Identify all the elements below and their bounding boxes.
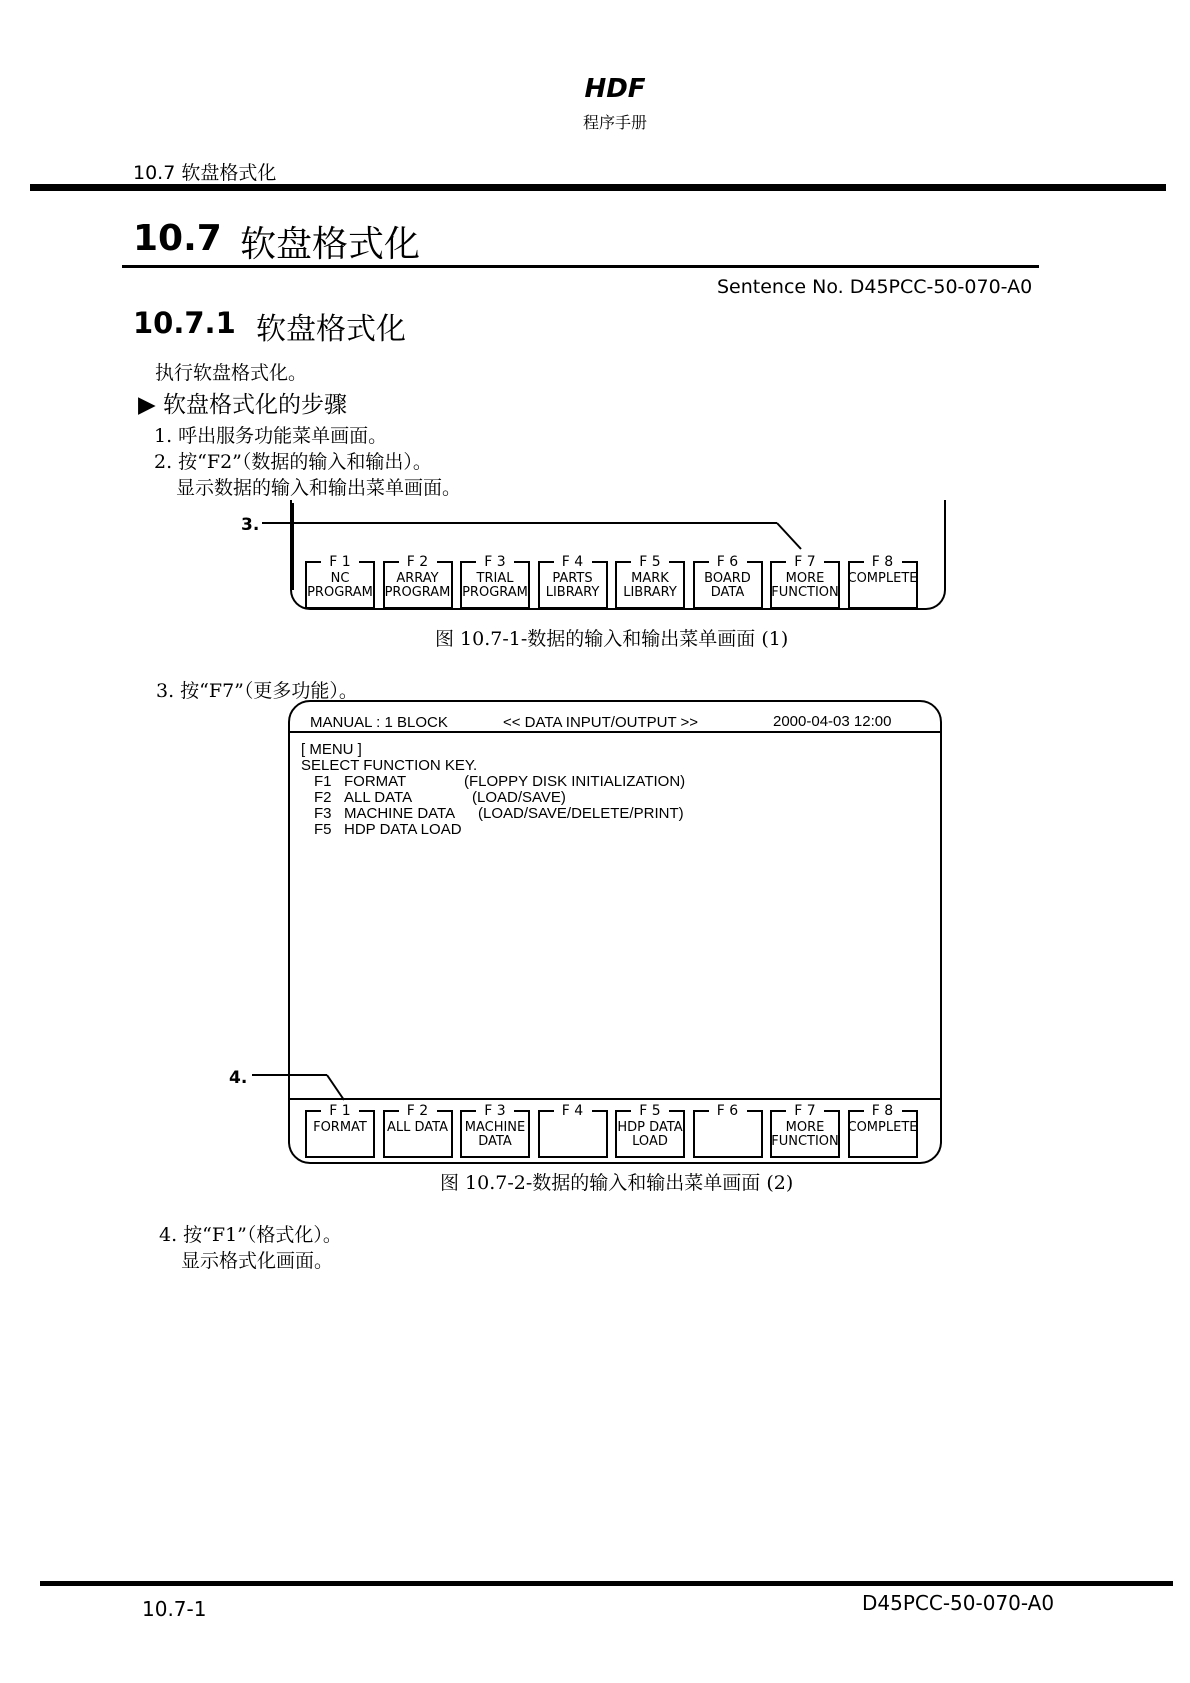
function-key-f7[interactable] (770, 1103, 840, 1158)
menu-item (314, 773, 685, 790)
function-key-label: TRIAL PROGRAM (462, 571, 528, 600)
keybar-divider (290, 1098, 940, 1100)
status-title: << DATA INPUT/OUTPUT >> (503, 714, 699, 731)
function-key-f2[interactable] (383, 1103, 453, 1158)
function-key-f1[interactable] (305, 554, 375, 609)
brand-logo: HDF (584, 74, 646, 104)
menu-item (314, 805, 684, 822)
function-key-number: F 6 (716, 554, 739, 570)
running-head: 10.7 软盘格式化 (133, 162, 277, 184)
section-number: 10.7 (133, 218, 222, 259)
function-key-number: F 2 (406, 554, 429, 570)
menu-item-key: F1 (314, 773, 332, 790)
menu-item-name: MACHINE DATA (344, 805, 456, 822)
figure2-callout: 4. (229, 1068, 248, 1088)
menu-item (314, 821, 464, 838)
step-4-note: 显示格式化画面。 (181, 1250, 334, 1272)
subsection-title: 软盘格式化 (256, 312, 406, 347)
menu-item-name: FORMAT (344, 773, 407, 790)
function-key-number: F 6 (716, 1103, 739, 1119)
menu-item-key: F5 (314, 821, 332, 838)
function-key-f2[interactable] (383, 554, 453, 609)
function-key-f8[interactable] (847, 1103, 918, 1158)
menu-item-description: (LOAD/SAVE/DELETE/PRINT) (478, 805, 684, 822)
function-key-f1[interactable] (305, 1103, 375, 1158)
function-key-number: F 8 (871, 554, 894, 570)
menu-item-key: F3 (314, 805, 332, 822)
footer-rule (40, 1581, 1173, 1586)
function-key-number: F 5 (639, 1103, 661, 1119)
menu-item-name: HDP DATA LOAD (344, 821, 462, 838)
intro-text: 执行软盘格式化。 (155, 362, 308, 384)
function-key-number: F 7 (794, 1103, 816, 1119)
menu-item-description: (LOAD/SAVE) (472, 789, 566, 806)
function-key-number: F 5 (639, 554, 661, 570)
function-key-f6[interactable] (693, 1103, 763, 1158)
function-key-label: COMPLETE (847, 571, 918, 586)
function-key-f8[interactable] (847, 554, 918, 609)
status-mode: MANUAL : 1 BLOCK (310, 714, 448, 731)
function-key-label: ALL DATA (386, 1120, 448, 1135)
page-number: 10.7-1 (142, 1597, 207, 1621)
function-key-number: F 3 (484, 1103, 506, 1119)
function-key-label: MACHINE DATA (464, 1120, 526, 1149)
menu-item-name: ALL DATA (344, 789, 413, 806)
menu-item-key: F2 (314, 789, 332, 806)
function-key-f7[interactable] (770, 554, 840, 609)
step-2: 2. 按“F2”（数据的输入和输出）。 (154, 451, 432, 473)
subsection-number: 10.7.1 (133, 306, 236, 340)
function-key-label: MORE FUNCTION (771, 1120, 839, 1149)
document-id: D45PCC-50-070-A0 (862, 1591, 1055, 1615)
function-key-number: F 7 (794, 554, 816, 570)
procedure-title: ▶ 软盘格式化的步骤 (138, 392, 347, 418)
menu-title: [ MENU ] (301, 741, 362, 758)
function-key-label: MARK LIBRARY (623, 571, 677, 600)
step-1: 1. 呼出服务功能菜单画面。 (154, 425, 388, 447)
function-key-f5[interactable] (615, 1103, 685, 1158)
section-title: 软盘格式化 (240, 224, 421, 265)
step-2-note: 显示数据的输入和输出菜单画面。 (176, 477, 462, 499)
manual-subtitle: 程序手册 (582, 113, 647, 132)
function-key-label: HDP DATA LOAD (617, 1120, 683, 1149)
menu-item (314, 789, 566, 806)
function-key-f6[interactable] (693, 554, 763, 609)
figure1-caption: 图 10.7-1-数据的输入和输出菜单画面 (1) (435, 628, 789, 650)
status-datetime: 2000-04-03 12:00 (773, 713, 892, 730)
function-key-label: MORE FUNCTION (771, 571, 839, 600)
function-key-label: FORMAT (313, 1120, 367, 1135)
function-key-number: F 1 (329, 554, 351, 570)
menu-item-description: (FLOPPY DISK INITIALIZATION) (464, 773, 686, 790)
function-key-number: F 4 (561, 1103, 584, 1119)
function-key-number: F 3 (484, 554, 506, 570)
function-key-f4[interactable] (538, 554, 608, 609)
function-key-label: BOARD DATA (704, 571, 751, 600)
function-key-f4[interactable] (538, 1103, 608, 1158)
step-4: 4. 按“F1”（格式化）。 (159, 1224, 342, 1246)
sentence-number: Sentence No. D45PCC-50-070-A0 (717, 276, 1033, 298)
function-key-label: ARRAY PROGRAM (384, 571, 451, 600)
function-key-label: COMPLETE (847, 1120, 918, 1135)
menu-prompt: SELECT FUNCTION KEY. (301, 757, 478, 774)
function-key-number: F 1 (329, 1103, 351, 1119)
figure1-callout: 3. (241, 515, 260, 535)
function-key-f5[interactable] (615, 554, 685, 609)
function-key-label: NC PROGRAM (307, 571, 373, 600)
function-key-number: F 2 (406, 1103, 429, 1119)
figure2-caption: 图 10.7-2-数据的输入和输出菜单画面 (2) (440, 1172, 794, 1194)
function-key-number: F 4 (561, 554, 584, 570)
function-key-number: F 8 (871, 1103, 894, 1119)
step-3: 3. 按“F7”（更多功能）。 (156, 680, 358, 702)
function-key-f3[interactable] (460, 1103, 530, 1158)
function-key-label: PARTS LIBRARY (545, 571, 600, 600)
status-divider (290, 731, 940, 733)
function-key-f3[interactable] (460, 554, 530, 609)
